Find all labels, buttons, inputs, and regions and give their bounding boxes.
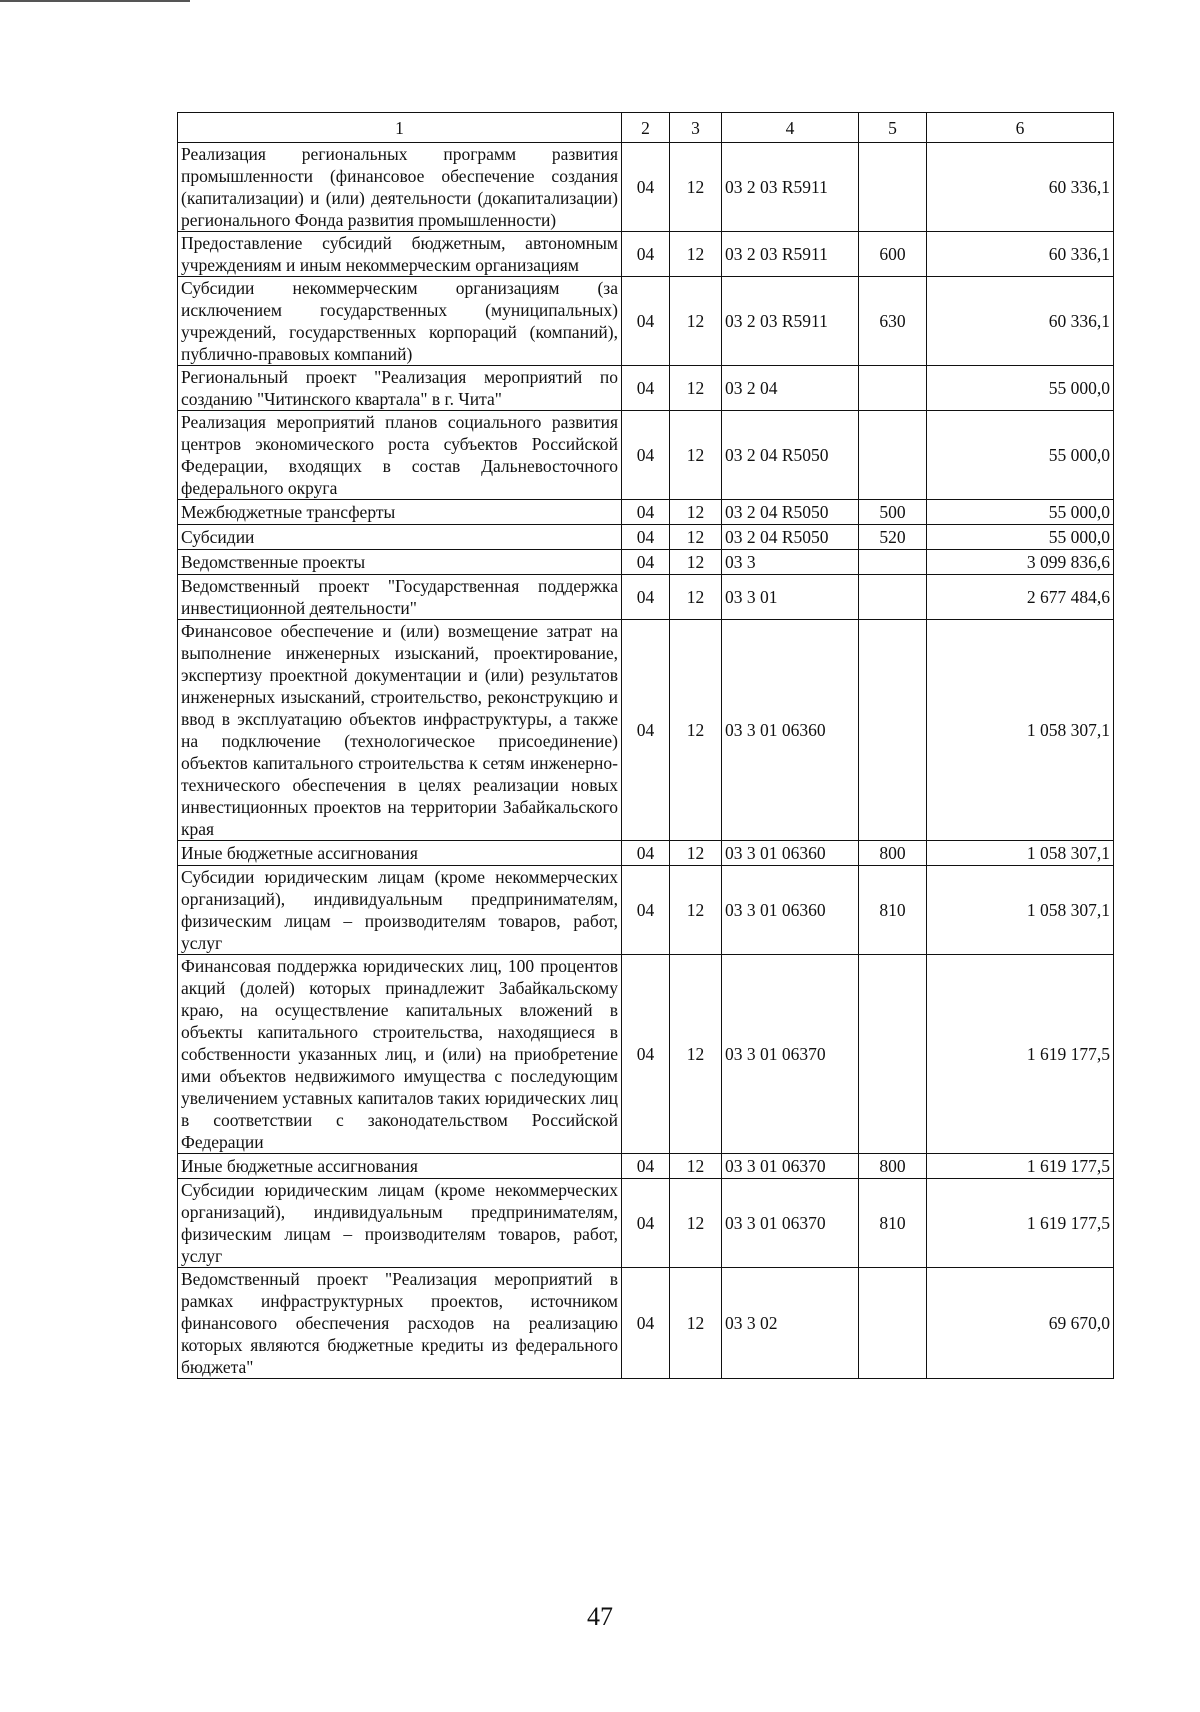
row-target-code: 03 2 04 [722, 366, 859, 411]
header-col-6: 6 [927, 113, 1114, 143]
row-sum: 1 058 307,1 [927, 866, 1114, 955]
row-section: 04 [622, 1154, 670, 1179]
table-row [178, 620, 1114, 841]
row-target-code: 03 3 01 06360 [722, 620, 859, 841]
row-section: 04 [622, 411, 670, 500]
row-subsection: 12 [670, 1268, 722, 1379]
row-name: Ведомственный проект "Реализация мероприятий в рамках инфраструктурных проектов, источником финансового обеспечения расходов на реализацию которых являются бюджетные кредиты из федерального бюджета" [178, 1268, 622, 1379]
row-sum: 3 099 836,6 [927, 550, 1114, 575]
row-section: 04 [622, 277, 670, 366]
row-section: 04 [622, 550, 670, 575]
table-row [178, 500, 1114, 525]
row-target-code: 03 3 01 06370 [722, 1154, 859, 1179]
row-target-code: 03 3 02 [722, 1268, 859, 1379]
page-number: 47 [587, 1602, 613, 1631]
table-row [178, 277, 1114, 366]
row-subsection: 12 [670, 841, 722, 866]
row-sum: 1 619 177,5 [927, 955, 1114, 1154]
row-section: 04 [622, 500, 670, 525]
table-row [178, 1154, 1114, 1179]
row-sum: 1 619 177,5 [927, 1154, 1114, 1179]
table-row [178, 866, 1114, 955]
row-sum: 55 000,0 [927, 525, 1114, 550]
row-expense-type: 520 [859, 525, 927, 550]
row-name: Ведомственный проект "Государственная поддержка инвестиционной деятельности" [178, 575, 622, 620]
row-expense-type [859, 955, 927, 1154]
row-name: Субсидии [178, 525, 622, 550]
row-expense-type: 810 [859, 1179, 927, 1268]
row-target-code: 03 3 [722, 550, 859, 575]
row-subsection: 12 [670, 955, 722, 1154]
row-subsection: 12 [670, 366, 722, 411]
row-subsection: 12 [670, 1179, 722, 1268]
row-subsection: 12 [670, 1154, 722, 1179]
row-section: 04 [622, 366, 670, 411]
row-section: 04 [622, 1179, 670, 1268]
row-target-code: 03 3 01 06370 [722, 955, 859, 1154]
row-target-code: 03 2 04 R5050 [722, 411, 859, 500]
row-subsection: 12 [670, 525, 722, 550]
row-target-code: 03 3 01 06360 [722, 866, 859, 955]
table-row [178, 955, 1114, 1154]
row-name: Ведомственные проекты [178, 550, 622, 575]
row-subsection: 12 [670, 500, 722, 525]
table-row [178, 1268, 1114, 1379]
row-sum: 69 670,0 [927, 1268, 1114, 1379]
row-expense-type: 800 [859, 1154, 927, 1179]
header-col-4: 4 [722, 113, 859, 143]
table-row [178, 550, 1114, 575]
row-target-code: 03 2 04 R5050 [722, 500, 859, 525]
row-expense-type [859, 143, 927, 232]
row-name: Субсидии некоммерческим организациям (за исключением государственных (муниципальных) учреждений, государственных корпораций (компаний), публично-правовых компаний) [178, 277, 622, 366]
table-row [178, 366, 1114, 411]
row-name: Субсидии юридическим лицам (кроме некоммерческих организаций), индивидуальным предпринимателям, физическим лицам – производителям товаров, работ, услуг [178, 1179, 622, 1268]
row-expense-type: 800 [859, 841, 927, 866]
table-row [178, 232, 1114, 277]
row-expense-type [859, 550, 927, 575]
scan-edge-mark [0, 0, 190, 2]
row-name: Финансовое обеспечение и (или) возмещение затрат на выполнение инженерных изысканий, проектирование, экспертизу проектной документации и (или) результатов инженерных изысканий, строительство, реконструкцию и ввод в эксплуатацию объектов инфраструктуры, а также на подключение (технологическое присоединение) объектов капитального строительства к сетям инженерно-технического обеспечения в целях реализации новых инвестиционных проектов на территории Забайкальского края [178, 620, 622, 841]
table-row [178, 841, 1114, 866]
row-name: Реализация мероприятий планов социального развития центров экономического роста субъектов Российской Федерации, входящих в состав Дальневосточного федерального округа [178, 411, 622, 500]
row-sum: 60 336,1 [927, 232, 1114, 277]
row-name: Региональный проект "Реализация мероприятий по созданию "Читинского квартала" в г. Чита" [178, 366, 622, 411]
row-expense-type [859, 366, 927, 411]
row-section: 04 [622, 955, 670, 1154]
row-section: 04 [622, 232, 670, 277]
row-expense-type [859, 575, 927, 620]
row-sum: 60 336,1 [927, 143, 1114, 232]
row-sum: 1 619 177,5 [927, 1179, 1114, 1268]
header-col-2: 2 [622, 113, 670, 143]
table-row [178, 575, 1114, 620]
row-name: Субсидии юридическим лицам (кроме некоммерческих организаций), индивидуальным предпринимателям, физическим лицам – производителям товаров, работ, услуг [178, 866, 622, 955]
row-sum: 1 058 307,1 [927, 841, 1114, 866]
row-section: 04 [622, 841, 670, 866]
row-subsection: 12 [670, 575, 722, 620]
header-col-3: 3 [670, 113, 722, 143]
row-subsection: 12 [670, 143, 722, 232]
row-target-code: 03 2 03 R5911 [722, 232, 859, 277]
row-sum: 1 058 307,1 [927, 620, 1114, 841]
row-target-code: 03 2 03 R5911 [722, 143, 859, 232]
row-name: Иные бюджетные ассигнования [178, 841, 622, 866]
row-section: 04 [622, 1268, 670, 1379]
row-expense-type: 630 [859, 277, 927, 366]
row-subsection: 12 [670, 620, 722, 841]
row-expense-type: 600 [859, 232, 927, 277]
header-col-5: 5 [859, 113, 927, 143]
row-sum: 55 000,0 [927, 500, 1114, 525]
row-target-code: 03 3 01 06370 [722, 1179, 859, 1268]
row-sum: 55 000,0 [927, 366, 1114, 411]
row-sum: 55 000,0 [927, 411, 1114, 500]
row-expense-type: 500 [859, 500, 927, 525]
row-expense-type [859, 411, 927, 500]
row-name: Предоставление субсидий бюджетным, автономным учреждениям и иным некоммерческим организациям [178, 232, 622, 277]
row-section: 04 [622, 866, 670, 955]
row-section: 04 [622, 620, 670, 841]
header-col-1: 1 [178, 113, 622, 143]
row-sum: 2 677 484,6 [927, 575, 1114, 620]
row-subsection: 12 [670, 411, 722, 500]
row-section: 04 [622, 143, 670, 232]
row-expense-type: 810 [859, 866, 927, 955]
table-row [178, 411, 1114, 500]
row-name: Реализация региональных программ развития промышленности (финансовое обеспечение создания (капитализации) и (или) деятельности (докапитализации) регионального Фонда развития промышленности) [178, 143, 622, 232]
row-section: 04 [622, 575, 670, 620]
row-name: Финансовая поддержка юридических лиц, 100 процентов акций (долей) которых принадлежит Забайкальскому краю, на осуществление капитальных вложений в объекты капитального строительства, находящиеся в собственности указанных лиц, и (или) на приобретение ими объектов недвижимого имущества с последующим увеличением уставных капиталов таких юридических лиц в соответствии с законодательством Российской Федерации [178, 955, 622, 1154]
table-header-row [178, 113, 1114, 143]
row-sum: 60 336,1 [927, 277, 1114, 366]
row-expense-type [859, 620, 927, 841]
table-row [178, 1179, 1114, 1268]
row-target-code: 03 3 01 06360 [722, 841, 859, 866]
row-expense-type [859, 1268, 927, 1379]
row-subsection: 12 [670, 277, 722, 366]
budget-table [177, 112, 1114, 1379]
row-name: Межбюджетные трансферты [178, 500, 622, 525]
row-subsection: 12 [670, 866, 722, 955]
row-subsection: 12 [670, 232, 722, 277]
table-row [178, 143, 1114, 232]
row-section: 04 [622, 525, 670, 550]
row-subsection: 12 [670, 550, 722, 575]
row-target-code: 03 3 01 [722, 575, 859, 620]
row-target-code: 03 2 03 R5911 [722, 277, 859, 366]
row-name: Иные бюджетные ассигнования [178, 1154, 622, 1179]
table-row [178, 525, 1114, 550]
row-target-code: 03 2 04 R5050 [722, 525, 859, 550]
